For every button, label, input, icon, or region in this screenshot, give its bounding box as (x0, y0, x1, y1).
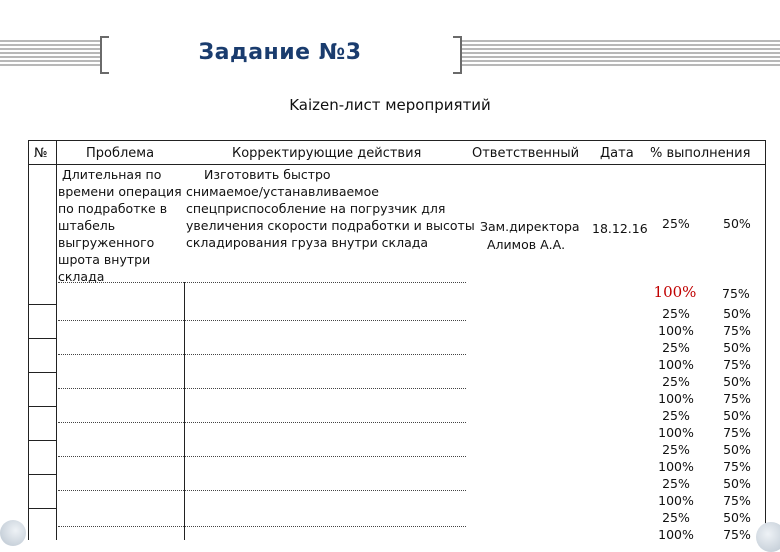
problem-line: выгруженного (58, 235, 155, 250)
header-stripe-right (462, 40, 780, 66)
pct-value: 25% (662, 374, 690, 389)
pct-value: 75% (723, 323, 751, 338)
num-row-line (28, 474, 56, 475)
header-stripe-left (0, 40, 102, 66)
action-line: складирования груза внутри склада (186, 235, 429, 250)
pct-value: 100% (658, 391, 694, 406)
responsible-position: Зам.директора (480, 219, 580, 234)
pct-value: 100% (658, 323, 694, 338)
num-row-line (28, 508, 56, 509)
pct-value: 50% (723, 340, 751, 355)
pct-value: 25% (662, 442, 690, 457)
row-separator (58, 354, 466, 355)
title-bracket-right (453, 36, 462, 74)
date-value: 18.12.16 (592, 221, 648, 236)
pct-value: 75% (723, 425, 751, 440)
pct-value: 25% (662, 510, 690, 525)
pct-column-a (646, 305, 706, 543)
pct-value-highlight: 100% (653, 283, 697, 301)
action-line: спецприспособление на погрузчик для (186, 201, 446, 216)
pct-value: 100% (658, 527, 694, 542)
header-actions: Корректирующие действия (232, 146, 422, 161)
table-left-border (28, 140, 29, 540)
row-separator (58, 456, 466, 457)
decorative-corner-left (0, 520, 26, 546)
header-completion: % выполнения (650, 146, 751, 161)
problem-line: по подработке в (58, 201, 168, 216)
row-separator (58, 320, 466, 321)
pct-value: 25% (662, 306, 690, 321)
pct-value: 50% (723, 408, 751, 423)
pct-value: 25% (662, 408, 690, 423)
pct-value: 75% (723, 493, 751, 508)
header-bottom-border (28, 164, 766, 165)
problem-line: склада (58, 269, 105, 284)
pct-value: 75% (723, 357, 751, 372)
header-responsible: Ответственный (472, 146, 580, 161)
pct-value: 75% (723, 391, 751, 406)
pct-value: 25% (662, 340, 690, 355)
pct-value: 100% (658, 459, 694, 474)
pct-value: 25% (662, 216, 690, 231)
pct-value: 100% (658, 425, 694, 440)
pct-value: 50% (723, 306, 751, 321)
action-line: увеличения скорости подработки и высоты (186, 218, 475, 233)
header-date: Дата (600, 146, 634, 161)
pct-value: 100% (658, 357, 694, 372)
action-line: Изготовить быстро (204, 167, 331, 182)
num-column-border (56, 140, 57, 540)
row-separator (58, 388, 466, 389)
decorative-corner-right (756, 522, 780, 552)
pct-value: 75% (723, 459, 751, 474)
slide-title: Задание №3 (198, 40, 362, 65)
num-row-line (28, 372, 56, 373)
problem-line: штабель (58, 218, 116, 233)
responsible-name: Алимов А.А. (487, 237, 566, 252)
pct-value: 75% (722, 286, 750, 301)
title-bracket-left (100, 36, 109, 74)
pct-value: 50% (723, 442, 751, 457)
problem-line: шрота внутри (58, 252, 151, 267)
problem-line: времени операция (58, 184, 182, 199)
table-top-border (28, 140, 766, 141)
pct-value: 75% (723, 527, 751, 542)
pct-value: 50% (723, 476, 751, 491)
header-problem: Проблема (86, 146, 155, 161)
num-row-line (28, 338, 56, 339)
row-separator (58, 490, 466, 491)
header-num: № (34, 146, 48, 161)
action-line: снимаемое/устанавливаемое (186, 184, 379, 199)
problem-line: Длительная по (62, 167, 162, 182)
pct-column-b (707, 305, 767, 543)
pct-value: 25% (662, 476, 690, 491)
pct-value: 50% (723, 510, 751, 525)
pct-value: 50% (723, 216, 751, 231)
num-row-line (28, 304, 56, 305)
pct-value: 50% (723, 374, 751, 389)
action-text (186, 166, 475, 251)
row-separator (58, 526, 466, 527)
slide-subtitle: Kaizen-лист мероприятий (289, 96, 491, 114)
pct-value: 100% (658, 493, 694, 508)
num-row-line (28, 406, 56, 407)
row-separator (58, 422, 466, 423)
problem-text (58, 166, 182, 285)
num-row-line (28, 440, 56, 441)
